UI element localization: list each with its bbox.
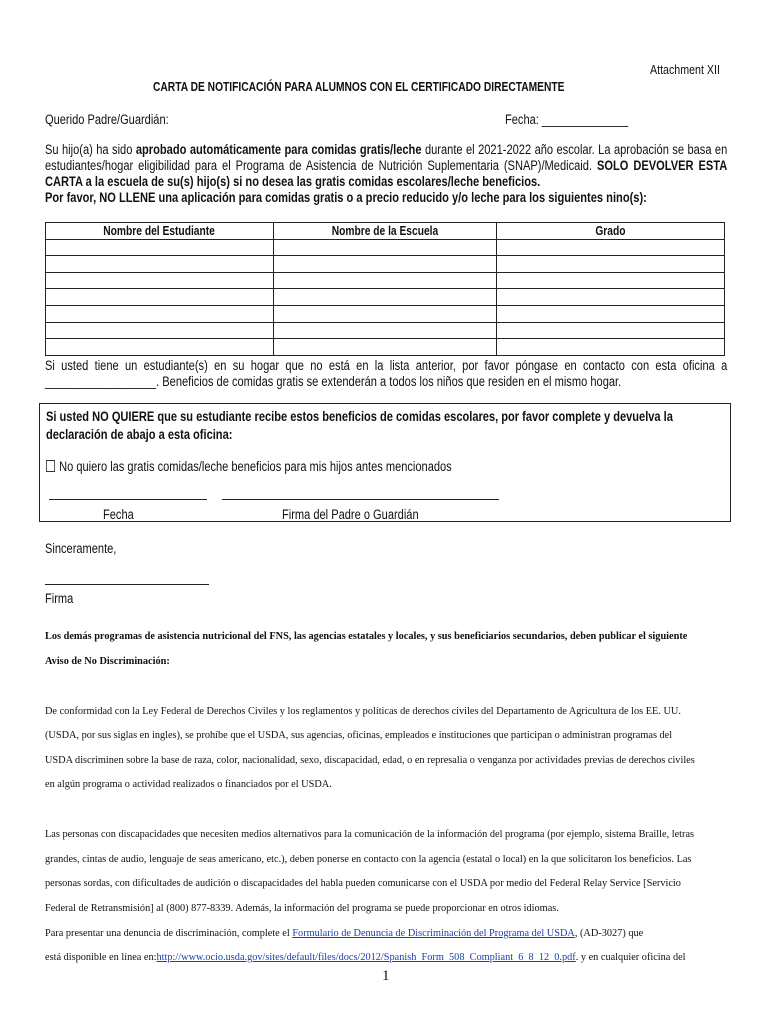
student-name-cell[interactable] [46,272,274,289]
table-row [46,272,725,289]
grade-cell[interactable] [497,272,725,289]
complaint-form-url-link[interactable]: http://www.ocio.usda.gov/sites/default/files/docs/2012/Spanish_Form_508_Compliant_6_8_12_0.pdf [156,952,576,963]
closing-signature-line[interactable] [45,584,209,585]
optout-title: Si usted NO QUIERE que su estudiante recibe estos beneficios de comidas escolares, por favor complete y devuelva la declaración de abajo a esta oficina: [46,409,673,442]
intro-text: Su hijo(a) ha sido [45,142,136,157]
table-row [46,239,725,256]
table-header-row [46,223,725,240]
intro-bold-instruction: Por favor, NO LLENE una aplicación para comidas gratis o a precio reducido y/o leche para los siguientes nino(s): [45,190,647,205]
column-header-student: Nombre del Estudiante [46,223,274,240]
grade-cell[interactable] [497,289,725,306]
student-name-cell[interactable] [46,339,274,356]
grade-cell[interactable] [497,339,725,356]
date-signature-label: Fecha [103,507,134,522]
closing-signature-label: Firma [45,591,74,606]
notice-text-line: Las personas con discapacidades que necesiten medios alternativos para la comunicación de la información del programa (por ejemplo, sistema Braille, letras [45,829,695,840]
column-header-grade: Grado [497,223,725,240]
notice-text-line: De conformidad con la Ley Federal de Derechos Civiles y los reglamentos y políticas de derechos civiles del Departamento de Agricultura de los EE. UU. [45,706,681,717]
intro-text-rest: durante el 2021-2022 año escolar. La aprobación se basa en estudiantes/hogar eligibilidad para el Programa de Asistencia de Nutrición Suplementaria (SNAP)/Medicaid. [45,142,728,173]
intro-bold-return: SOLO DEVOLVER ESTA CARTA a la escuela de su(s) hijo(s) si no desea las gratis comidas escolares/leche beneficios. [45,158,728,189]
optout-checkbox-row[interactable] [46,459,452,474]
school-name-cell[interactable] [273,272,497,289]
school-name-cell[interactable] [273,339,497,356]
school-name-cell[interactable] [273,239,497,256]
student-name-cell[interactable] [46,239,274,256]
student-name-cell[interactable] [46,289,274,306]
notice-text-line: Federal de Retransmisión] al (800) 877-8339. Además, la información del programa se puede proporcionar en otros idiomas. [45,903,559,914]
attachment-label: Attachment XII [650,62,720,77]
intro-bold-approval: aprobado automáticamente para comidas gratis/leche [135,142,422,157]
notice-text-line: USDA discriminen sobre la base de raza, color, nacionalidad, sexo, discapacidad, edad, o en represalia o venganza por actividades previas de derechos civiles [45,755,695,766]
grade-cell[interactable] [497,239,725,256]
checkbox-label: No quiero las gratis comidas/leche beneficios para mis hijos antes mencionados [59,459,452,474]
notice-text-line: (USDA, por sus siglas en ingles), se prohíbe que el USDA, sus agencias, oficinas, empleados e instituciones que participan o administran programas del [45,730,673,741]
notice-text: Para presentar una denuncia de discriminación, complete el [45,928,293,939]
school-name-cell[interactable] [273,256,497,273]
page-number: 1 [382,968,390,984]
column-header-school: Nombre de la Escuela [273,223,497,240]
notice-heading: Aviso de No Discriminación: [45,656,170,667]
contact-paragraph: Si usted tiene un estudiante(s) en su hogar que no está en la lista anterior, por favor póngase en contacto con esta oficina a __________________. Beneficios de comidas gratis se extenderán a todos los niños que residen en el mismo hogar. [45,358,728,389]
grade-cell[interactable] [497,305,725,322]
grade-cell[interactable] [497,256,725,273]
table-row [46,256,725,273]
date-signature-line[interactable] [49,499,207,500]
notice-intro: Los demás programas de asistencia nutricional del FNS, las agencias estatales y locales, y sus beneficiarios secundarios, deben publicar el siguiente [45,631,688,642]
notice-url-line [45,952,686,963]
salutation: Querido Padre/Guardián: [45,112,169,127]
notice-text-line: en algún programa o actividad realizados o financiados por el USDA. [45,779,332,790]
notice-complaint-line [45,928,643,939]
guardian-signature-label: Firma del Padre o Guardián [282,507,419,522]
guardian-signature-line[interactable] [222,499,499,500]
notice-text-line: grandes, cintas de audio, lenguaje de seas americano, etc.), deben ponerse en contacto con la agencia (estatal o local) en la que solicitaron los beneficios. Las [45,854,692,865]
table-row [46,339,725,356]
intro-paragraph [45,142,727,206]
table-row [46,322,725,339]
student-name-cell[interactable] [46,322,274,339]
table-row [46,305,725,322]
school-name-cell[interactable] [273,305,497,322]
table-row [46,289,725,306]
checkbox-icon[interactable] [46,460,55,472]
school-name-cell[interactable] [273,289,497,306]
notice-text: . y en cualquier oficina del [575,952,686,963]
school-name-cell[interactable] [273,322,497,339]
page-title: CARTA DE NOTIFICACIÓN PARA ALUMNOS CON EL CERTIFICADO DIRECTAMENTE [153,80,565,94]
date-field[interactable]: Fecha: ______________ [505,112,629,127]
students-table [45,222,725,356]
complaint-form-link[interactable]: Formulario de Denuncia de Discriminación del Programa del USDA [292,928,575,939]
student-name-cell[interactable] [46,256,274,273]
notice-text-line: personas sordas, con dificultades de audición o discapacidades del habla pueden comunicarse con el USDA por medio del Federal Relay Service [Servicio [45,878,681,889]
grade-cell[interactable] [497,322,725,339]
notice-text: está disponible en línea en: [45,952,157,963]
student-name-cell[interactable] [46,305,274,322]
closing-sincerely: Sinceramente, [45,541,117,556]
notice-text: , (AD-3027) que [574,928,644,939]
